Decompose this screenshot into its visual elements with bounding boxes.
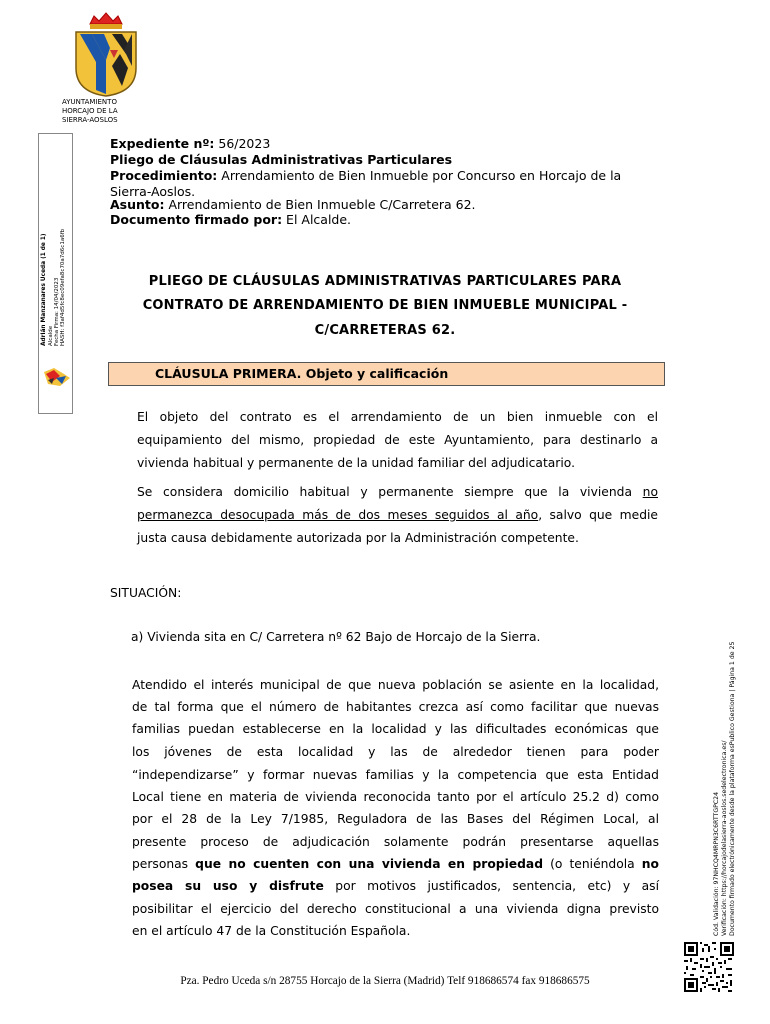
verification-url[interactable]: Verificación: https://horcajodelasierra-aoslos.sedelectronica.es/ (721, 740, 728, 936)
document-title-line-2: CONTRATO DE ARRENDAMIENTO DE BIEN INMUEBLE MUNICIPAL - (142, 298, 628, 313)
section-situacion: SITUACIÓN: (110, 586, 182, 600)
para2-line-2: permanezca desocupada más de dos meses seguidos al año, salvo que medie (137, 508, 658, 522)
procedimiento-line-2: Sierra-Aoslos. (110, 184, 196, 199)
document-title-line-3: C/CARRETERAS 62. (314, 323, 456, 338)
logo-text-line-3: SIERRA-AOSLOS (62, 116, 118, 124)
asunto-line: Asunto: Arrendamiento de Bien Inmueble C/Carretera 62. (110, 197, 476, 212)
signer-role: Alcalde (48, 325, 54, 346)
para2-line-1: Se considera domicilio habitual y permanente siempre que la vivienda no (137, 485, 658, 499)
list-item-a: a) Vivienda sita en C/ Carretera nº 62 Bajo de Horcajo de la Sierra. (131, 630, 541, 644)
logo-text-line-2: HORCAJO DE LA (62, 107, 118, 115)
verification-code: Cód. Validación: 97NHCQ4MRPN3C6RTTGPC24 (713, 791, 720, 936)
expediente-line: Expediente nº: 56/2023 (110, 136, 271, 151)
signature-hash: HASH: f3af4d5fc8ec09efa8c70a7d6c1a6fb (60, 228, 66, 346)
para3-line-6: Local tiene en materia de vivienda reconocida tanto por el artículo 25.2 d) como (132, 790, 659, 804)
firmado-line: Documento firmado por: El Alcalde. (110, 212, 352, 227)
para3-line-7: por el 28 de la Ley 7/1985, Reguladora de las Bases del Régimen Local, al (132, 812, 659, 826)
para3-line-11: posibilitar el ejercicio del derecho constitucional a una vivienda digna previsto (132, 902, 659, 916)
pliego-line: Pliego de Cláusulas Administrativas Particulares (110, 152, 453, 167)
para1-line-2: equipamiento del mismo, propiedad de este Ayuntamiento, para destinarlo a (137, 433, 658, 447)
page-footer-address: Pza. Pedro Uceda s/n 28755 Horcajo de la Sierra (Madrid) Telf 918686574 fax 918686575 (180, 975, 590, 987)
municipal-coat-of-arms-logo (66, 10, 146, 98)
para3-line-9: personas que no cuenten con una vivienda en propiedad (o teniéndola no (132, 857, 659, 871)
signer-name: Adrián Manzanares Uceda (1 de 1) (41, 233, 47, 346)
clause-heading: CLÁUSULA PRIMERA. Objeto y calificación (155, 366, 449, 381)
para3-line-5: “independizarse” y formar nuevas familias y la competencia que esta Entidad (132, 768, 659, 782)
para3-line-2: de tal forma que el número de habitantes crezca así como facilitar que nuevas (132, 700, 659, 714)
para1-line-3: vivienda habitual y permanente de la unidad familiar del adjudicatario. (137, 456, 575, 470)
small-shield-icon (40, 366, 72, 388)
para1-line-1: El objeto del contrato es el arrendamiento de un bien inmueble con el (137, 410, 658, 424)
verification-platform: Documento firmado electrónicamente desde la plataforma esPublico Gestiona | Página 1 de 25 (729, 641, 736, 936)
procedimiento-line: Procedimiento: Arrendamiento de Bien Inmueble por Concurso en Horcajo de la (110, 168, 622, 183)
para3-line-4: los jóvenes de esta localidad y las de alrededor tienen para poder (132, 745, 659, 759)
para3-line-3: familias puedan establecerse en la localidad y las dificultades económicas que (132, 722, 659, 736)
para3-line-10: posea su uso y disfrute por motivos justificados, sentencia, etc) y así (132, 879, 659, 893)
para3-line-1: Atendido el interés municipal de que nueva población se asiente en la localidad, (132, 678, 659, 692)
document-title-line-1: PLIEGO DE CLÁUSULAS ADMINISTRATIVAS PARTICULARES PARA (148, 274, 622, 289)
para3-line-12: en el artículo 47 de la Constitución Española. (132, 924, 411, 938)
logo-text-line-1: AYUNTAMIENTO (62, 98, 117, 106)
para2-line-3: justa causa debidamente autorizada por la Administración competente. (137, 531, 579, 545)
para3-line-8: presente proceso de adjudicación solamente podrán presentarse aquellas (132, 835, 659, 849)
signature-date: Fecha Firma: 14/04/2023 (54, 277, 60, 346)
